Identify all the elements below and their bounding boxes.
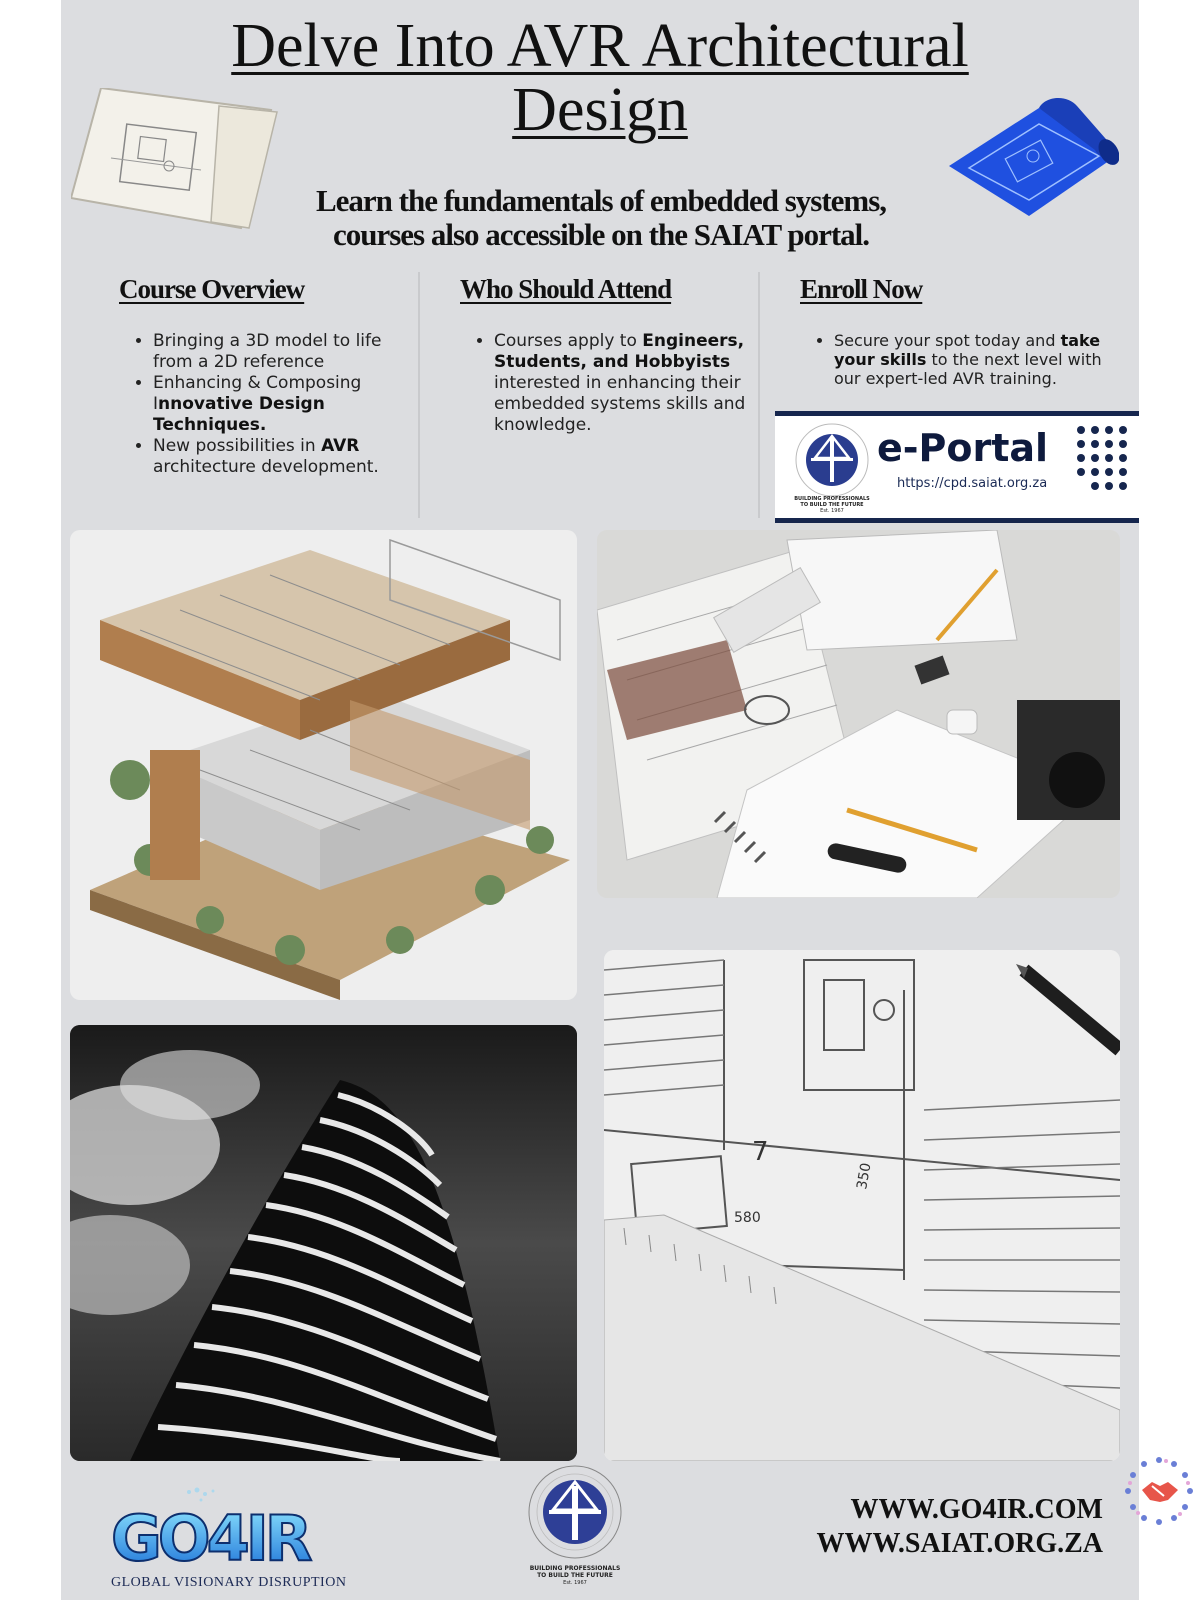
list-item-text: New possibilities in [153,436,322,456]
photo-floor-plan [604,950,1120,1461]
photo-drafting-desk [597,530,1120,898]
column-divider [758,272,760,518]
list-item-bold: take your skills [834,331,1101,369]
handshake-badge-icon [1124,1456,1194,1526]
course-overview-list [119,331,409,478]
who-should-attend-section [460,274,750,436]
eportal-logo-caption-2: TO BUILD THE FUTURE [800,502,864,508]
list-item-bold: AVR [321,436,360,456]
svg-text:580: 580 [734,1210,761,1226]
list-item [494,331,750,436]
list-item [834,331,1120,388]
page-title [61,14,1139,142]
list-item [153,436,409,478]
list-item [153,331,409,373]
list-item-text: to the next level with our expert-led AVR training. [834,350,1102,388]
subtitle [201,184,1001,252]
list-item-text: architecture development. [153,457,379,477]
saiat-website-link[interactable]: WWW.SAIAT.ORG.ZA [816,1528,1103,1559]
svg-text:350: 350 [854,1161,875,1191]
saiat-caption-1: BUILDING PROFESSIONALS [529,1565,621,1572]
title-line-2: Design [512,76,688,144]
enroll-now-heading: Enroll Now [800,274,923,304]
photo-curved-tower [70,1025,577,1461]
enroll-now-list [800,331,1120,388]
eportal-logo-caption-3: Est. 1967 [820,508,844,514]
eportal-logo-caption-1: BUILDING PROFESSIONALS [794,496,870,502]
list-item-text: Courses apply to [494,331,643,351]
who-should-attend-heading: Who Should Attend [460,274,672,304]
list-item [153,373,409,436]
eportal-title: e-Portal [877,426,1049,470]
course-overview-section [119,274,409,478]
enroll-now-section [800,274,1120,388]
list-item-bold: nnovative Design Techniques. [153,394,325,435]
go4ir-logo [109,1486,319,1572]
column-divider [418,272,420,518]
who-should-attend-list [460,331,750,436]
saiat-seal-icon [523,1460,627,1590]
subtitle-line-2: courses also accessible on the SAIAT portal. [332,217,870,252]
list-item-text: interested in enhancing their embedded systems skills and knowledge. [494,373,746,435]
course-overview-heading: Course Overview [119,274,305,304]
saiat-caption-2: TO BUILD THE FUTURE [537,1572,613,1579]
eportal-banner[interactable] [775,411,1139,523]
saiat-caption-3: Est. 1967 [563,1580,587,1586]
svg-text:7: 7 [752,1137,769,1167]
eportal-url-link[interactable]: https://cpd.saiat.org.za [897,476,1048,491]
dot-grid-icon [1075,424,1131,494]
go4ir-website-link[interactable]: WWW.GO4IR.COM [850,1494,1103,1525]
title-line-1: Delve Into AVR Architectural [231,12,969,80]
list-item-text: Secure your spot today and [834,331,1061,350]
list-item-bold: Engineers, Students, and Hobbyists [494,331,745,372]
list-item-text: Enhancing & Composing I [153,373,362,414]
poster [61,0,1139,1600]
saiat-logo-icon [791,420,873,516]
subtitle-line-1: Learn the fundamentals of embedded systems, [315,183,887,218]
go4ir-logo-text: GO4IR [111,1502,309,1572]
go4ir-tagline: GLOBAL VISIONARY DISRUPTION [111,1575,347,1590]
list-item-text: Bringing a 3D model to life from a 2D reference [153,331,382,372]
photo-3d-building-cutaway [70,530,577,1000]
